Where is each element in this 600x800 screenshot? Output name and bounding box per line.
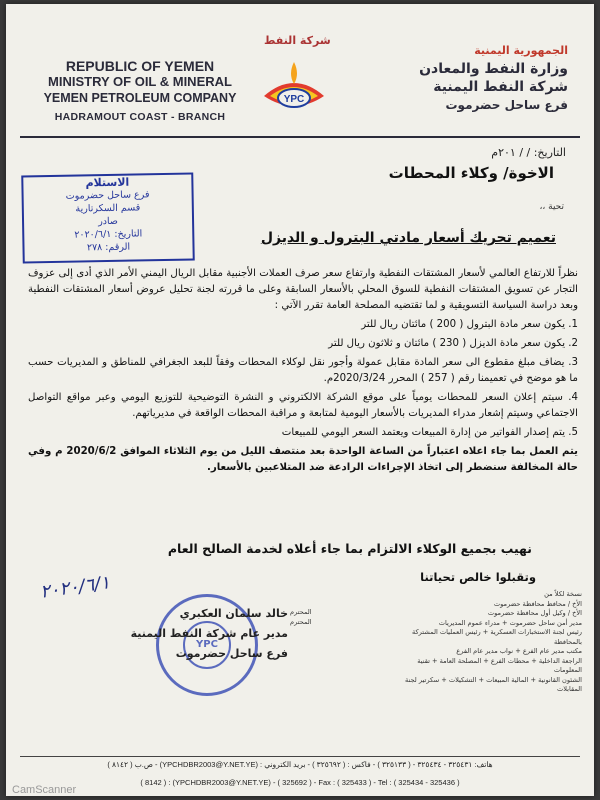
handwritten-date: ٢٠٢٠/٦/١ <box>38 572 112 603</box>
stamp-department: قسم السكرتارية <box>75 202 141 215</box>
stamp-number-label: الرقم: <box>105 241 131 254</box>
letter-page <box>6 4 594 796</box>
copy-recipient: مدير أمن ساحل حضرموت + مدراء عموم المديريات <box>438 618 582 627</box>
list-item: 1. يكون سعر مادة البترول ( 200 ) مائتان ريال للتر <box>361 319 578 330</box>
signatory-title: مدير عام شركة النفط اليمنية <box>130 627 288 640</box>
ar-company-name: شركة النفط اليمنية <box>433 79 568 95</box>
copy-recipient: الشئون القانونية + المالية المبيعات + التشكيلات + سكرتير لجنة المقابلات <box>405 675 582 693</box>
intro-paragraph: نظراً للارتفاع العالمي لأسعار المشتقات النفطية وارتفاع سعر صرف العملات الأجنبية مقابل الريال اليمني الأمر الذي أدى إلى عزوف التجار عن تسويق المشتقات النفطية للسوق المحلي بالأسعار السابقة وعلى ما قررته لجنة تحليل عروض أسعار المشتقات النفطية وبعد دراسة السياسة التسويقية و لما تقتضيه المصلحة العامة تقرر الآتي : <box>28 268 578 311</box>
copy-recipient: الراجعة الداخلية + محطات الفرع + المصلحة العامة + تقنية المعلومات <box>417 656 582 674</box>
copies-honorifics <box>290 608 312 627</box>
footer-arabic-contacts: هاتف: ٣٢٥٤٣١ - ٣٢٥٤٣٤ - ( ٣٢٥١٣٣ ) - فاكس : ( ٣٢٥٦٩٢ ) - بريد الكتروني : (YPCHDBR2003@Y.NET.YE) - ص.ب ( ٨١٤٢ ) <box>107 760 493 769</box>
arabic-letterhead <box>378 42 568 114</box>
branch-name: HADRAMOUT COAST - BRANCH <box>54 111 226 123</box>
copies-title: نسخة لكلاً من <box>544 590 582 598</box>
list-item: 5. يتم إصدار الفواتير من إدارة المبيعات ويعتمد السعر اليومي للمبيعات <box>281 427 578 438</box>
ar-republic-name: الجمهورية اليمنية <box>474 44 568 57</box>
greeting: تحية ،، <box>539 202 564 212</box>
closing-appeal: نهيب بجميع الوكلاء الالتزام بما جاء أعلاه لخدمة الصالح العام <box>167 541 532 556</box>
closing-regards: وتقبلوا خالص تحياتنا <box>420 570 536 584</box>
letter-date: التاريخ: / / ٢٠١م <box>491 146 566 159</box>
calligraphy-text: شركة النفط <box>264 34 331 47</box>
ar-branch-name: فرع ساحل حضرموت <box>445 98 568 112</box>
footer-english-contacts: ( 8142 ) : (YPCHDBR2003@Y.NET.YE) - ( 325692 ) - Fax : ( 325433 ) - Tel : ( 325434 - 325436 ) <box>140 778 460 787</box>
incoming-stamp <box>21 173 195 264</box>
signatory-branch: فرع ساحل حضرموت <box>175 647 288 660</box>
copies-list <box>394 590 582 695</box>
company-name: YEMEN PETROLEUM COMPANY <box>43 91 237 105</box>
header-divider <box>20 136 580 138</box>
english-letterhead <box>40 58 240 125</box>
letter-subject: تعميم تحريك أسعار مادتي البترول و الديزل <box>260 230 556 246</box>
seal-center-text: YPC <box>183 621 231 669</box>
letter-body <box>28 266 578 478</box>
republic-name: REPUBLIC OF YEMEN <box>65 58 215 74</box>
copy-recipient: رئيس لجنة الاستخبارات العسكرية + رئيس العمليات المشتركة بالمحافظة <box>411 628 582 646</box>
copy-recipient: الأخ / وكيل أول محافظة حضرموت <box>487 609 582 617</box>
stamp-date-value: ٢٠٢٠/٦/١ <box>74 228 112 241</box>
honorific: المحترم <box>290 608 312 616</box>
ypc-logo-icon <box>258 56 330 118</box>
stamp-title: الاستلام <box>85 175 130 190</box>
logo-text: YPC <box>283 94 305 105</box>
stamp-type: صادر <box>98 215 119 228</box>
list-item: 2. يكون سعر مادة الديزل ( 230 ) مائتان و ثلاثون ريال للتر <box>328 338 578 349</box>
list-item: 4. سيتم إعلان السعر للمحطات يومياً على موقع الشركة الالكتروني و النشرة التوضيحية للتوزيع اليومي وعبر مواقع التواصل الاجتماعي وسيتم إشعار مدراء المديريات بالأسعار اليومية لمتابعة و مراقبة المحطات الواقعة في مديرياتهم. <box>28 392 578 419</box>
copy-recipient: الأخ / محافظ محافظة حضرموت <box>493 599 582 608</box>
addressee: الاخوة/ وكلاء المحطات <box>388 164 554 182</box>
stamp-number-value: ٢٧٨ <box>86 242 103 254</box>
ar-ministry-name: وزارة النفط والمعادن <box>419 61 568 77</box>
signatory-name: خالد سلمان العكبري <box>179 607 288 620</box>
effective-paragraph: يتم العمل بما جاء اعلاه اعتباراً من الساعة الواحدة بعد منتصف الليل من يوم الثلاثاء الموافق 2020/6/2 م وفي حالة المخالفة سنضطر إلى اتخاذ الإجراءات الرادعة ضد المتلاعبين بالأسعار. <box>28 446 578 473</box>
signature-block <box>48 604 288 664</box>
stamp-branch: فرع ساحل حضرموت <box>65 189 150 202</box>
list-item: 3. يضاف مبلغ مقطوع الى سعر المادة مقابل عمولة وأجور نقل لوكلاء المحطات وفقاً للبعد الجغرافي للمناطق و المديريات حسب ما هو موضح في تعميمنا رقم ( 257 ) المحرر 2020/3/24م. <box>28 357 578 384</box>
scanner-watermark: CamScanner <box>12 784 77 796</box>
footer-divider <box>20 756 580 757</box>
ministry-name: MINISTRY OF OIL & MINERAL <box>48 74 232 89</box>
copy-recipient: مكتب مدير عام الفرع + نواب مدير عام الفرع <box>456 647 582 655</box>
stamp-date-label: التاريخ: <box>114 228 143 240</box>
honorific: المحترم <box>290 617 312 626</box>
